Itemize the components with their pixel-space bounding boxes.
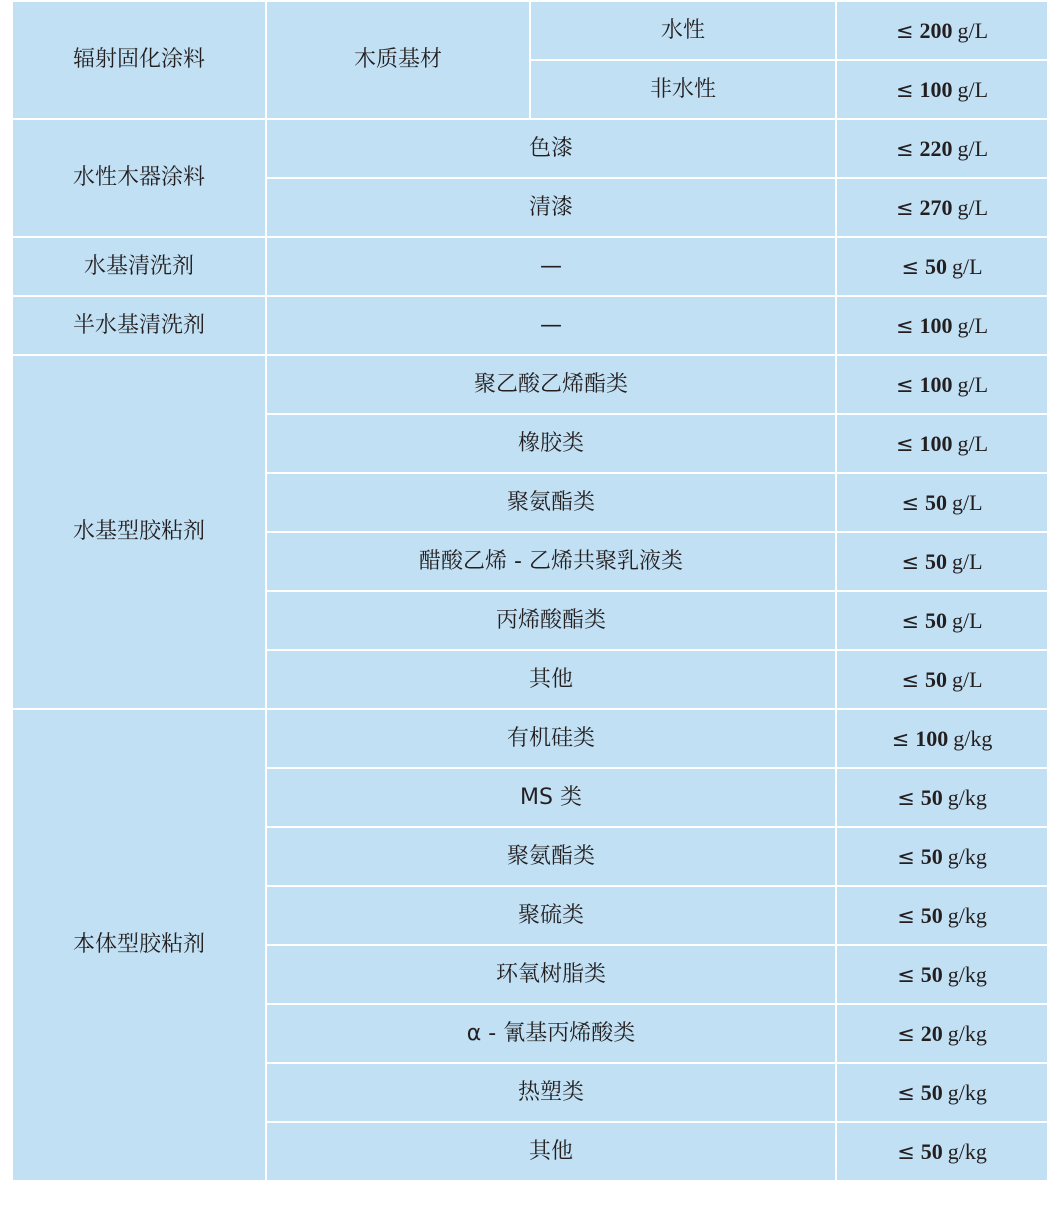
- limit-value: 50: [925, 489, 948, 515]
- limit-value: 270: [919, 194, 953, 220]
- category-cell: 半水基清洗剂: [12, 296, 266, 355]
- limit-symbol: ≤: [897, 903, 915, 928]
- limit-symbol: ≤: [901, 667, 920, 692]
- limit-symbol: ≤: [897, 844, 915, 869]
- limit-symbol: ≤: [901, 608, 920, 633]
- limit-unit: g/L: [952, 489, 983, 515]
- limit-unit: g/L: [952, 666, 983, 692]
- limit-value: 50: [920, 1079, 943, 1105]
- type-cell: 聚氨酯类: [266, 473, 836, 532]
- limit-symbol: ≤: [895, 195, 914, 220]
- type-cell: 醋酸乙烯 - 乙烯共聚乳液类: [266, 532, 836, 591]
- category-cell: 辐射固化涂料: [12, 1, 266, 119]
- limit-cell: [836, 532, 1048, 591]
- type-cell: 清漆: [266, 178, 836, 237]
- limit-value: 50: [920, 961, 943, 987]
- table-row: [12, 119, 1048, 178]
- limit-value: 50: [920, 902, 943, 928]
- limit-cell: [836, 768, 1048, 827]
- limit-symbol: ≤: [897, 1080, 915, 1105]
- limit-symbol: ≤: [895, 372, 914, 397]
- limit-cell: [836, 650, 1048, 709]
- limit-symbol: ≤: [895, 77, 914, 102]
- limit-value: 100: [919, 371, 953, 397]
- limit-value: 100: [919, 430, 953, 456]
- limit-unit: g/L: [957, 76, 989, 102]
- type-cell: 环氧树脂类: [266, 945, 836, 1004]
- type-cell: 其他: [266, 650, 836, 709]
- type-cell: α - 氰基丙烯酸类: [266, 1004, 836, 1063]
- limit-value: 50: [925, 607, 948, 633]
- type-cell: 其他: [266, 1122, 836, 1181]
- limit-unit: g/kg: [947, 1138, 987, 1164]
- limit-value: 200: [919, 17, 953, 43]
- type-cell: 丙烯酸酯类: [266, 591, 836, 650]
- limit-cell: [836, 945, 1048, 1004]
- limit-unit: g/kg: [947, 961, 987, 987]
- limit-cell: [836, 827, 1048, 886]
- table-row: [12, 1, 1048, 60]
- limit-symbol: ≤: [897, 962, 915, 987]
- table-row: [12, 296, 1048, 355]
- type-cell: 橡胶类: [266, 414, 836, 473]
- limit-value: 50: [925, 253, 948, 279]
- limit-symbol: ≤: [897, 1139, 915, 1164]
- limit-value: 100: [919, 312, 953, 338]
- limit-cell: [836, 1122, 1048, 1181]
- type-cell: 聚乙酸乙烯酯类: [266, 355, 836, 414]
- limit-unit: g/kg: [953, 725, 993, 751]
- limit-cell: [836, 178, 1048, 237]
- type-cell: 有机硅类: [266, 709, 836, 768]
- limit-value: 100: [919, 76, 953, 102]
- limit-cell: [836, 591, 1048, 650]
- limit-unit: g/kg: [947, 1020, 987, 1046]
- limit-cell: [836, 1063, 1048, 1122]
- limit-unit: g/L: [957, 430, 989, 456]
- table-row: [12, 237, 1048, 296]
- limit-symbol: ≤: [901, 254, 920, 279]
- limit-unit: g/L: [957, 194, 989, 220]
- type-cell: —: [266, 296, 836, 355]
- limit-cell: [836, 355, 1048, 414]
- limit-unit: g/L: [957, 17, 989, 43]
- limit-cell: [836, 296, 1048, 355]
- type-cell: 水性: [530, 1, 836, 60]
- limit-cell: [836, 886, 1048, 945]
- limit-cell: [836, 414, 1048, 473]
- limit-unit: g/L: [957, 371, 989, 397]
- limit-unit: g/L: [957, 312, 989, 338]
- limit-cell: [836, 60, 1048, 119]
- limit-symbol: ≤: [897, 785, 915, 810]
- limit-unit: g/L: [957, 135, 989, 161]
- limit-value: 100: [915, 725, 949, 751]
- limit-value: 50: [920, 784, 943, 810]
- limit-unit: g/kg: [947, 784, 987, 810]
- limit-symbol: ≤: [901, 490, 920, 515]
- limit-value: 50: [925, 666, 948, 692]
- limit-unit: g/L: [952, 548, 983, 574]
- type-cell: MS 类: [266, 768, 836, 827]
- category-cell: 水性木器涂料: [12, 119, 266, 237]
- limit-cell: [836, 119, 1048, 178]
- table-row: [12, 355, 1048, 414]
- limit-symbol: ≤: [895, 431, 914, 456]
- type-cell: 聚氨酯类: [266, 827, 836, 886]
- category-cell: 本体型胶粘剂: [12, 709, 266, 1181]
- limit-symbol: ≤: [897, 1021, 915, 1046]
- limit-symbol: ≤: [895, 136, 914, 161]
- limit-symbol: ≤: [891, 726, 910, 751]
- limit-symbol: ≤: [901, 549, 920, 574]
- limit-value: 20: [920, 1020, 943, 1046]
- limit-symbol: ≤: [895, 18, 914, 43]
- type-cell: 热塑类: [266, 1063, 836, 1122]
- type-cell: 聚硫类: [266, 886, 836, 945]
- limit-symbol: ≤: [895, 313, 914, 338]
- limit-value: 50: [925, 548, 948, 574]
- limit-unit: g/L: [952, 253, 983, 279]
- limit-cell: [836, 709, 1048, 768]
- limit-cell: [836, 473, 1048, 532]
- type-cell: 非水性: [530, 60, 836, 119]
- category-cell: 水基型胶粘剂: [12, 355, 266, 709]
- type-cell: 色漆: [266, 119, 836, 178]
- limit-unit: g/kg: [947, 843, 987, 869]
- limit-cell: [836, 237, 1048, 296]
- subcategory-cell: 木质基材: [266, 1, 530, 119]
- type-cell: —: [266, 237, 836, 296]
- limit-cell: [836, 1004, 1048, 1063]
- limit-unit: g/kg: [947, 1079, 987, 1105]
- limit-unit: g/L: [952, 607, 983, 633]
- limit-unit: g/kg: [947, 902, 987, 928]
- voc-limit-table: [11, 0, 1049, 1182]
- category-cell: 水基清洗剂: [12, 237, 266, 296]
- limit-value: 220: [919, 135, 953, 161]
- limit-value: 50: [920, 843, 943, 869]
- limit-value: 50: [920, 1138, 943, 1164]
- limit-cell: [836, 1, 1048, 60]
- table-row: [12, 709, 1048, 768]
